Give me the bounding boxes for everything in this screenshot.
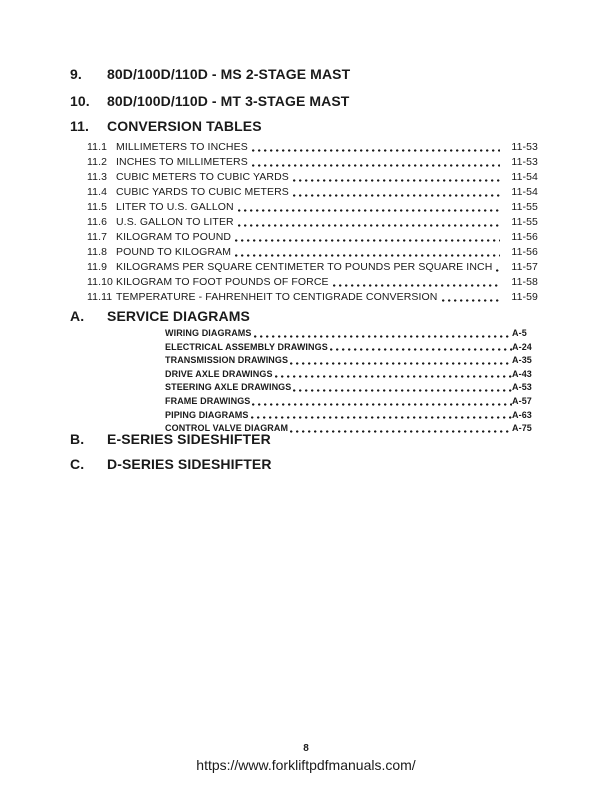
toc-chapter-11[interactable]	[70, 119, 540, 134]
chapter-number: A.	[70, 308, 85, 324]
page-number: 8	[303, 743, 309, 754]
dot-leader	[238, 209, 500, 212]
toc-entry[interactable]	[165, 354, 538, 368]
toc-entry[interactable]	[165, 409, 538, 423]
toc-chapter-a[interactable]	[70, 309, 540, 324]
toc-entry[interactable]	[87, 170, 538, 185]
toc-entry-title: U.S. GALLON TO LITER	[116, 216, 234, 228]
toc-entry-title: KILOGRAMS PER SQUARE CENTIMETER TO POUNDS PER SQUARE INCH	[116, 261, 493, 273]
toc-entry[interactable]	[87, 245, 538, 260]
toc-entry[interactable]	[87, 140, 538, 155]
toc-entry-title: CUBIC METERS TO CUBIC YARDS	[116, 171, 289, 183]
toc-entry-page: 11-55	[511, 216, 538, 228]
toc-entry-page: A-75	[512, 423, 532, 434]
toc-entry-title: POUND TO KILOGRAM	[116, 246, 232, 258]
footer-url-link[interactable]: https://www.forkliftpdfmanuals.com/	[196, 757, 416, 773]
toc-chapter-c[interactable]	[70, 457, 540, 472]
dot-leader	[293, 389, 512, 392]
toc-entry-page: 11-54	[511, 171, 538, 183]
toc-entry-number: 11.3	[87, 171, 108, 183]
toc-entry-page: 11-57	[511, 261, 538, 273]
dot-leader	[442, 299, 501, 302]
toc-chapter-10[interactable]	[70, 94, 540, 109]
toc-entry-page: 11-59	[511, 291, 538, 303]
dot-leader	[275, 375, 512, 378]
dot-leader	[333, 284, 500, 287]
toc-entry[interactable]	[87, 185, 538, 200]
toc-entry-title: MILLIMETERS TO INCHES	[116, 141, 248, 153]
dot-leader	[293, 179, 500, 182]
dot-leader	[235, 239, 500, 242]
toc-entry-title: CONTROL VALVE DIAGRAM	[165, 423, 289, 434]
dot-leader	[252, 149, 500, 152]
toc-entry-number: 11.10	[87, 276, 113, 288]
toc-entry[interactable]	[165, 341, 538, 355]
toc-entry-number: 11.5	[87, 201, 108, 213]
toc-entry-page: 11-53	[511, 156, 538, 168]
toc-entry[interactable]	[87, 290, 538, 305]
toc-entry-page: A-43	[512, 368, 532, 379]
toc-entry-number: 11.11	[87, 291, 113, 303]
toc-entry[interactable]	[165, 395, 538, 409]
toc-entry-title: ELECTRICAL ASSEMBLY DRAWINGS	[165, 341, 328, 352]
toc-entry-page: A-57	[512, 395, 532, 406]
toc-entry-number: 11.2	[87, 156, 108, 168]
toc-entry[interactable]	[87, 275, 538, 290]
toc-entry[interactable]	[87, 260, 538, 275]
toc-entry-number: 11.8	[87, 246, 108, 258]
toc-entry[interactable]	[87, 230, 538, 245]
toc-entry[interactable]	[165, 327, 538, 341]
section-a-entry-list	[165, 327, 538, 436]
dot-leader	[330, 348, 512, 351]
toc-entry[interactable]	[165, 381, 538, 395]
dot-leader	[496, 269, 500, 272]
dot-leader	[293, 194, 500, 197]
toc-entry-page: A-63	[512, 409, 532, 420]
chapter-title: 80D/100D/110D - MS 2-STAGE MAST	[107, 66, 351, 82]
dot-leader	[290, 362, 512, 365]
toc-entry-title: LITER TO U.S. GALLON	[116, 201, 234, 213]
section-11-entry-list	[87, 140, 538, 305]
chapter-title: 80D/100D/110D - MT 3-STAGE MAST	[107, 93, 350, 109]
toc-entry-page: 11-56	[511, 246, 538, 258]
dot-leader	[251, 416, 512, 419]
toc-entry-page: A-5	[512, 328, 527, 338]
toc-entry-page: A-53	[512, 382, 532, 393]
toc-entry[interactable]	[165, 368, 538, 382]
toc-entry-title: TEMPERATURE - FAHRENHEIT TO CENTIGRADE CONVERSION	[116, 291, 438, 303]
toc-entry-title: DRIVE AXLE DRAWINGS	[165, 368, 273, 379]
chapter-number: 11.	[70, 118, 89, 134]
toc-entry-number: 11.4	[87, 186, 108, 198]
toc-entry-number: 11.9	[87, 261, 108, 273]
chapter-title: D-SERIES SIDESHIFTER	[107, 456, 272, 472]
toc-entry-number: 11.7	[87, 231, 108, 243]
toc-entry-page: 11-56	[511, 231, 538, 243]
toc-entry-title: STEERING AXLE DRAWINGS	[165, 382, 292, 393]
dot-leader	[254, 335, 513, 338]
toc-entry-page: 11-58	[511, 276, 538, 288]
toc-entry-title: PIPING DIAGRAMS	[165, 409, 249, 420]
chapter-number: 9.	[70, 66, 82, 82]
chapter-title: CONVERSION TABLES	[107, 118, 262, 134]
chapter-number: B.	[70, 431, 85, 447]
dot-leader	[235, 254, 500, 257]
chapter-number: 10.	[70, 93, 90, 109]
toc-entry-page: 11-55	[511, 201, 538, 213]
toc-entry[interactable]	[87, 215, 538, 230]
toc-chapter-b[interactable]	[70, 432, 540, 447]
toc-entry-title: CUBIC YARDS TO CUBIC METERS	[116, 186, 289, 198]
toc-entry[interactable]	[87, 200, 538, 215]
toc-entry-page: A-35	[512, 355, 532, 366]
toc-entry-page: 11-53	[511, 141, 538, 153]
toc-entry-title: WIRING DIAGRAMS	[165, 328, 252, 338]
toc-entry-title: TRANSMISSION DRAWINGS	[165, 355, 289, 366]
dot-leader	[238, 224, 500, 227]
toc-entry-page: 11-54	[511, 186, 538, 198]
chapter-number: C.	[70, 456, 85, 472]
toc-entry-title: KILOGRAM TO FOOT POUNDS OF FORCE	[116, 276, 329, 288]
toc-chapter-9[interactable]	[70, 67, 540, 82]
toc-entry-number: 11.6	[87, 216, 108, 228]
toc-entry-page: A-24	[512, 341, 532, 352]
toc-entry-number: 11.1	[87, 141, 108, 153]
toc-entry-title: FRAME DRAWINGS	[165, 395, 251, 406]
chapter-title: SERVICE DIAGRAMS	[107, 308, 250, 324]
dot-leader	[252, 164, 500, 167]
chapter-title: E-SERIES SIDESHIFTER	[107, 431, 271, 447]
dot-leader	[252, 403, 512, 406]
toc-entry-title: KILOGRAM TO POUND	[116, 231, 232, 243]
toc-entry[interactable]	[87, 155, 538, 170]
toc-entry-title: INCHES TO MILLIMETERS	[116, 156, 248, 168]
